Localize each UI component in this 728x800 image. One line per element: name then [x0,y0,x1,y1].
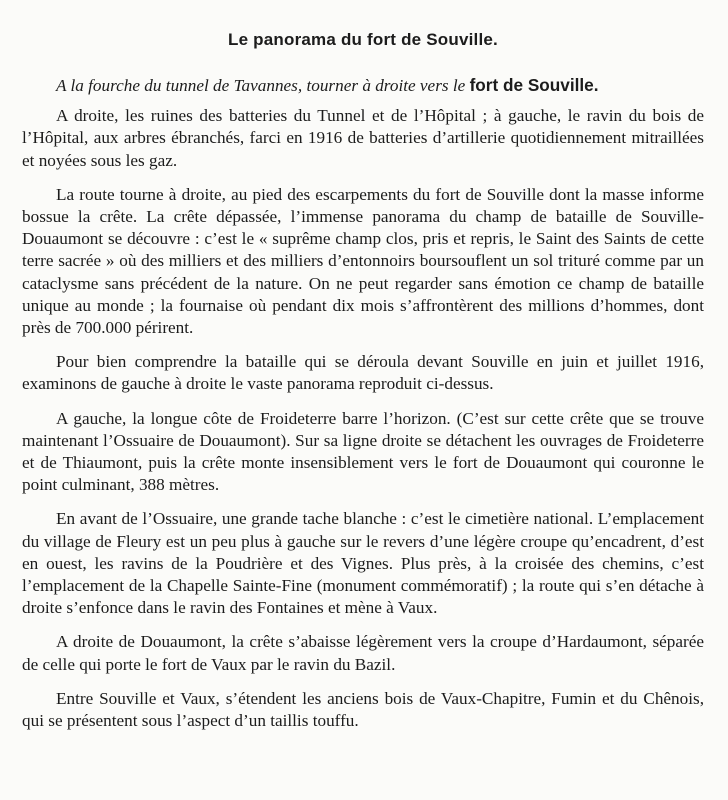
paragraph-bataille: Pour bien comprendre la bataille qui se déroula devant Souville en juin et juillet 1916, examinons de gauche à droite le vaste panorama reproduit ci-dessus. [22,352,704,394]
page-title: Le panorama du fort de Souville. [228,30,498,49]
intro-destination: fort de Souville. [469,75,599,95]
paragraph-hardaumont: A droite de Douaumont, la crête s’abaisse légèrement vers la croupe d’Hardaumont, séparée de celle qui porte le fort de Vaux par le ravin du Bazil. [22,632,704,674]
paragraph-ossuaire: En avant de l’Ossuaire, une grande tache blanche : c’est le cimetière national. L’emplacement du village de Fleury est un peu plus à gauche sur le revers d’une légère croupe qu’encadrent, d’est en ouest, les ravins de la Poudrière et des Vignes. Plus près, à la croisée des chemins, c’est l’emplacement de la Chapelle Sainte-Fine (monument commémoratif) ; la route qui s’en détache à droite s’enfonce dans le ravin des Fontaines et mène à Vaux. [22,509,704,618]
paragraph-bois: Entre Souville et Vaux, s’étendent les anciens bois de Vaux-Chapitre, Fumin et du Chênois, qui se présentent sous l’aspect d’un taillis touffu. [22,688,704,731]
intro-directions: A la fourche du tunnel de Tavannes, tourner à droite vers le [56,76,466,95]
paragraph-panorama: La route tourne à droite, au pied des escarpements du fort de Souville dont la masse informe bossue la crête. La crête dépassée, l’immense panorama du champ de bataille de Souville-Douaumont se découvre : c’est le « suprême champ clos, pris et repris, le Saint des Saints de cette terre sacrée » où des milliers et des milliers d’entonnoirs boursouflent un sol trituré comme par un cataclysme sans précédent de la nature. On ne peut regarder sans émotion ce champ de bataille unique au monde ; la fournaise où pendant dix mois s’affrontèrent des millions d’hommes, dont près de 700.000 périrent. [22,184,704,338]
paragraph-batteries: A droite, les ruines des batteries du Tunnel et de l’Hôpital ; à gauche, le ravin du bois de l’Hôpital, aux arbres ébranchés, farci en 1916 de batteries d’artillerie quotidiennement mitraillées et noyées sous les gaz. [22,106,704,170]
intro-paragraph [22,74,704,97]
paragraph-froideterre: A gauche, la longue côte de Froideterre barre l’horizon. (C’est sur cette crête que se trouve maintenant l’Ossuaire de Douaumont). Sur sa ligne droite se détachent les ouvrages de Froideterre et de Thiaumont, puis la crête monte insensiblement vers le fort de Douaumont qui couronne le point culminant, 388 mètres. [22,408,704,495]
